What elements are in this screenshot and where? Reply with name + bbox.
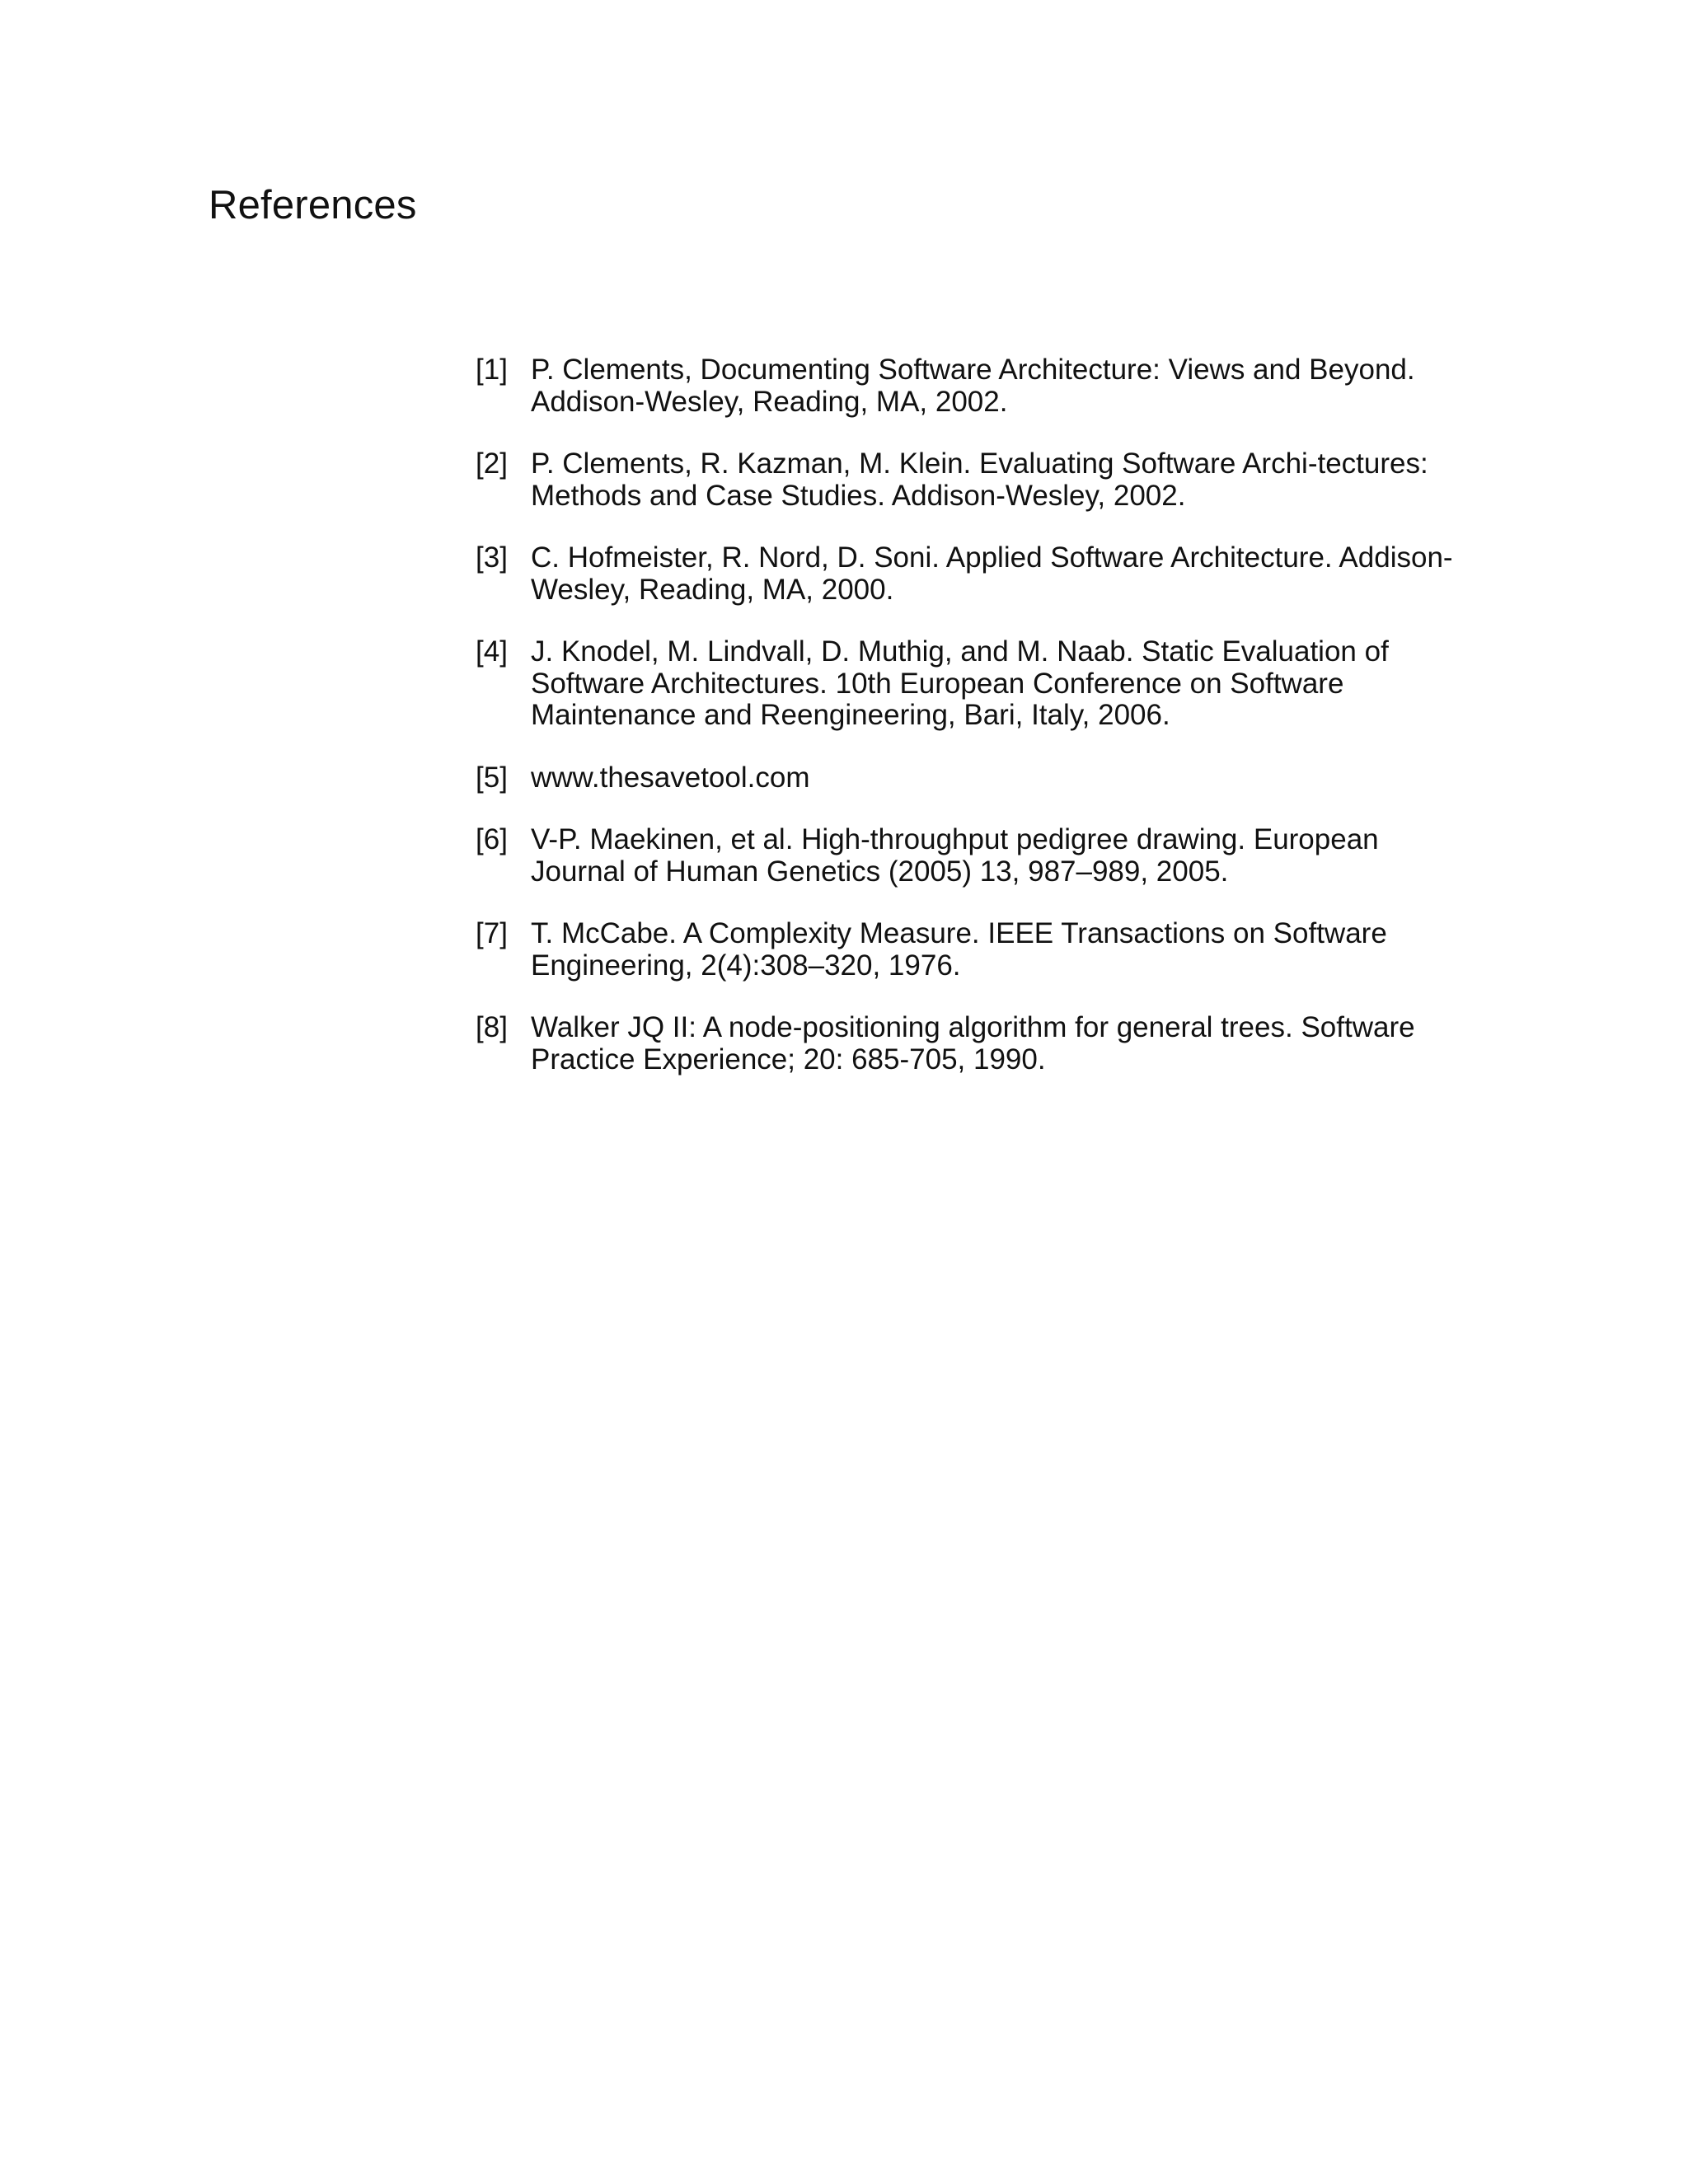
reference-line: P. Clements, Documenting Software Architecture: Views and Beyond. <box>531 354 1415 386</box>
reference-line: Methods and Case Studies. Addison-Wesley, 2002. <box>531 479 1186 512</box>
reference-number: [6] <box>476 823 508 855</box>
reference-text <box>531 918 1465 982</box>
reference-item <box>476 918 1465 982</box>
reference-text <box>531 636 1465 732</box>
reference-line: Practice Experience; 20: 685-705, 1990. <box>531 1043 1046 1076</box>
reference-item <box>476 1012 1465 1076</box>
reference-text <box>531 1012 1465 1076</box>
reference-line: P. Clements, R. Kazman, M. Klein. Evaluating Software Archi-tectures: <box>531 448 1428 480</box>
reference-line: Journal of Human Genetics (2005) 13, 987–989, 2005. <box>531 855 1229 888</box>
reference-item <box>476 448 1465 512</box>
reference-text <box>531 824 1465 888</box>
reference-line: Addison-Wesley, Reading, MA, 2002. <box>531 385 1008 418</box>
reference-item <box>476 824 1465 888</box>
reference-line: Software Architectures. 10th European Conference on Software <box>531 667 1344 700</box>
reference-number: [8] <box>476 1011 508 1043</box>
reference-number: [4] <box>476 635 508 668</box>
reference-line: T. McCabe. A Complexity Measure. IEEE Transactions on Software <box>531 917 1387 949</box>
reference-line: V-P. Maekinen, et al. High-throughput pedigree drawing. European <box>531 823 1379 855</box>
reference-number: [5] <box>476 761 508 794</box>
references-heading: References <box>209 183 417 227</box>
reference-number: [3] <box>476 541 508 574</box>
reference-text <box>531 762 1465 794</box>
reference-line: Maintenance and Reengineering, Bari, Italy, 2006. <box>531 699 1170 731</box>
reference-number: [1] <box>476 354 508 386</box>
reference-item <box>476 542 1465 606</box>
reference-text <box>531 448 1465 512</box>
reference-item <box>476 354 1465 418</box>
reference-line: Engineering, 2(4):308–320, 1976. <box>531 949 961 982</box>
reference-text <box>531 354 1465 418</box>
reference-line: www.thesavetool.com <box>531 761 810 794</box>
reference-text <box>531 542 1465 606</box>
reference-line: J. Knodel, M. Lindvall, D. Muthig, and M. Naab. Static Evaluation of <box>531 635 1389 668</box>
reference-list <box>476 354 1465 1106</box>
reference-line: Wesley, Reading, MA, 2000. <box>531 573 894 606</box>
reference-line: C. Hofmeister, R. Nord, D. Soni. Applied Software Architecture. Addison- <box>531 541 1453 574</box>
reference-item <box>476 762 1465 794</box>
reference-line: Walker JQ II: A node-positioning algorithm for general trees. Software <box>531 1011 1415 1043</box>
reference-number: [7] <box>476 917 508 949</box>
reference-number: [2] <box>476 448 508 480</box>
reference-item <box>476 636 1465 732</box>
